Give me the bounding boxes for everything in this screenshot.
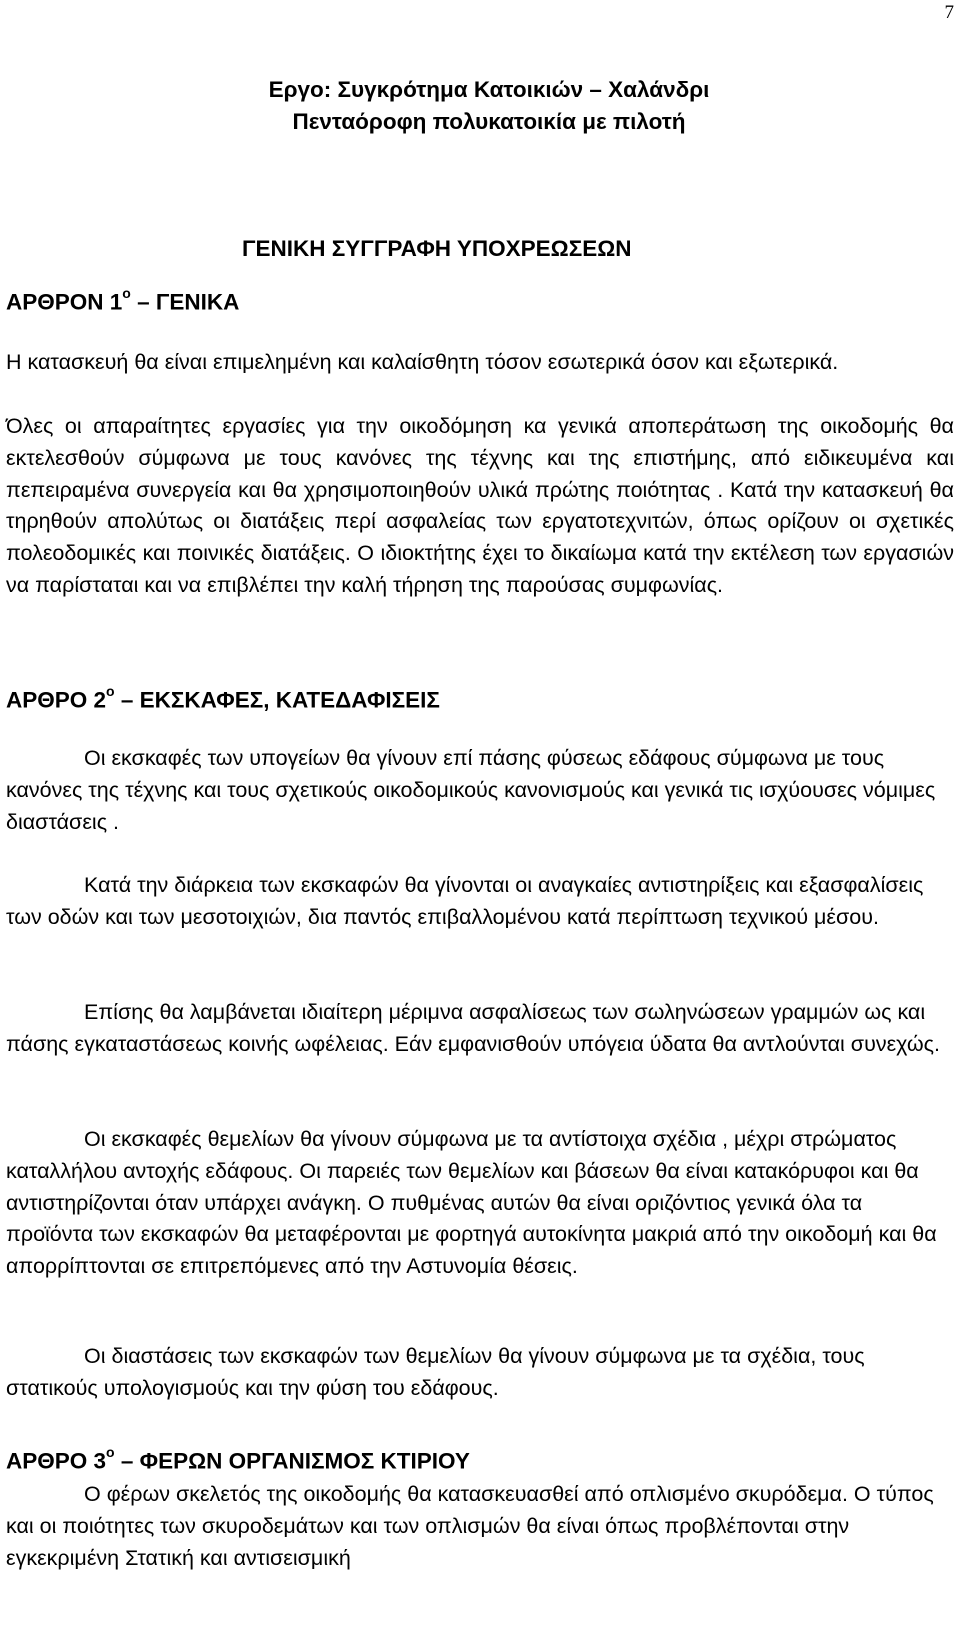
article-2-label: ΑΡΘΡΟ 2 [6,687,107,713]
article-3-ordinal: ο [106,1444,115,1460]
article-1-heading [6,285,240,316]
article-2-paragraph-1: Οι εκσκαφές των υπογείων θα γίνουν επί πάσης φύσεως εδάφους σύμφωνα με τους κανόνες της τέχνης και τους σχετικούς οικοδομικούς κανονισμούς και γενικά τις ισχύουσες νόμιμες διαστάσεις . [6,746,936,834]
project-subtitle: Πενταόροφη πολυκατοικία με πιλοτή [292,109,686,134]
article-3-title: – ΦΕΡΩΝ ΟΡΓΑΝΙΣΜΟΣ ΚΤΙΡΙΟΥ [114,1448,470,1474]
document-header [0,74,960,138]
page-number: 7 [944,2,954,23]
article-2-paragraph-4: Οι εκσκαφές θεμελίων θα γίνουν σύμφωνα με τα αντίστοιχα σχέδια , μέχρι στρώματος καταλλήλου αντοχής εδάφους. Οι παρειές των θεμελίων και βάσεων θα είναι κατακόρυφοι και θα αντιστηρίζονται όταν υπάρχει ανάγκη. Ο πυθμένας αυτών θα είναι οριζόντιος γενικά όλα τα προϊόντα των εκσκαφών θα μεταφέρονται με φορτηγά αυτοκίνητα μακριά από την οικοδομή και θα απορρίπτονται σε επιτρεπόμενες από την Αστυνομία θέσεις. [6,1127,937,1279]
article-2-ordinal: ο [106,683,115,699]
article-1-title: – ΓΕΝΙΚΑ [130,289,240,315]
article-3-paragraph-1: Ο φέρων σκελετός της οικοδομής θα κατασκευασθεί από οπλισμένο σκυρόδεμα. Ο τύπος και οι ποιότητες των σκυροδεμάτων και των οπλισμών θα είναι όπως προβλέπονται στην εγκεκριμένη Στατική και αντισεισμική [6,1482,934,1570]
article-2-paragraph-5: Οι διαστάσεις των εκσκαφών των θεμελίων θα γίνουν σύμφωνα με τα σχέδια, τους στατικούς υπολογισμούς και την φύση του εδάφους. [6,1344,865,1400]
article-3-heading [6,1444,470,1475]
article-1-ordinal: ο [122,285,131,301]
project-title: Εργο: Συγκρότημα Κατοικιών – Χαλάνδρι [268,77,710,102]
article-2-paragraph-3: Επίσης θα λαμβάνεται ιδιαίτερη μέριμνα ασφαλίσεως των σωληνώσεων γραμμών ως και πάσης εγκαταστάσεως κοινής ωφέλειας. Εάν εμφανισθούν υπόγεια ύδατα θα αντλούνται συνεχώς. [6,1000,941,1056]
general-specification-title: ΓΕΝΙΚΗ ΣΥΓΓΡΑΦΗ ΥΠΟΧΡΕΩΣΕΩΝ [242,236,632,261]
article-2-paragraph-2: Κατά την διάρκεια των εκσκαφών θα γίνονται οι αναγκαίες αντιστηρίξεις και εξασφαλίσεις των οδών και των μεσοτοιχιών, δια παντός επιβαλλομένου κατά περίπτωση τεχνικού μέσου. [6,873,924,929]
article-1-paragraph-2: Όλες οι απαραίτητες εργασίες για την οικοδόμηση κα γενικά αποπεράτωση της οικοδομής θα εκτελεσθούν σύμφωνα με τους κανόνες της τέχνης και της επιστήμης, από ειδικευμένα και πεπειραμένα συνεργεία και θα χρησιμοποιηθούν υλικά πρώτης ποιότητας . Κατά την κατασκευή θα τηρηθούν απολύτως οι διατάξεις περί ασφαλείας των εργατοτεχνιτών, όπως ορίζουν οι σχετικές πολεοδομικές και ποινικές διατάξεις. Ο ιδιοκτήτης έχει το δικαίωμα κατά την εκτέλεση των εργασιών να παρίσταται και να επιβλέπει την καλή τήρηση της παρούσας συμφωνίας. [6,414,954,597]
article-1-label: ΑΡΘΡΟΝ 1 [6,289,123,315]
article-1-paragraph-1: Η κατασκευή θα είναι επιμελημένη και καλαίσθητη τόσον εσωτερικά όσον και εξωτερικά. [6,350,839,374]
article-2-heading [6,683,440,714]
article-3-label: ΑΡΘΡΟ 3 [6,1448,107,1474]
article-2-title: – ΕΚΣΚΑΦΕΣ, ΚΑΤΕΔΑΦΙΣΕΙΣ [114,687,440,713]
